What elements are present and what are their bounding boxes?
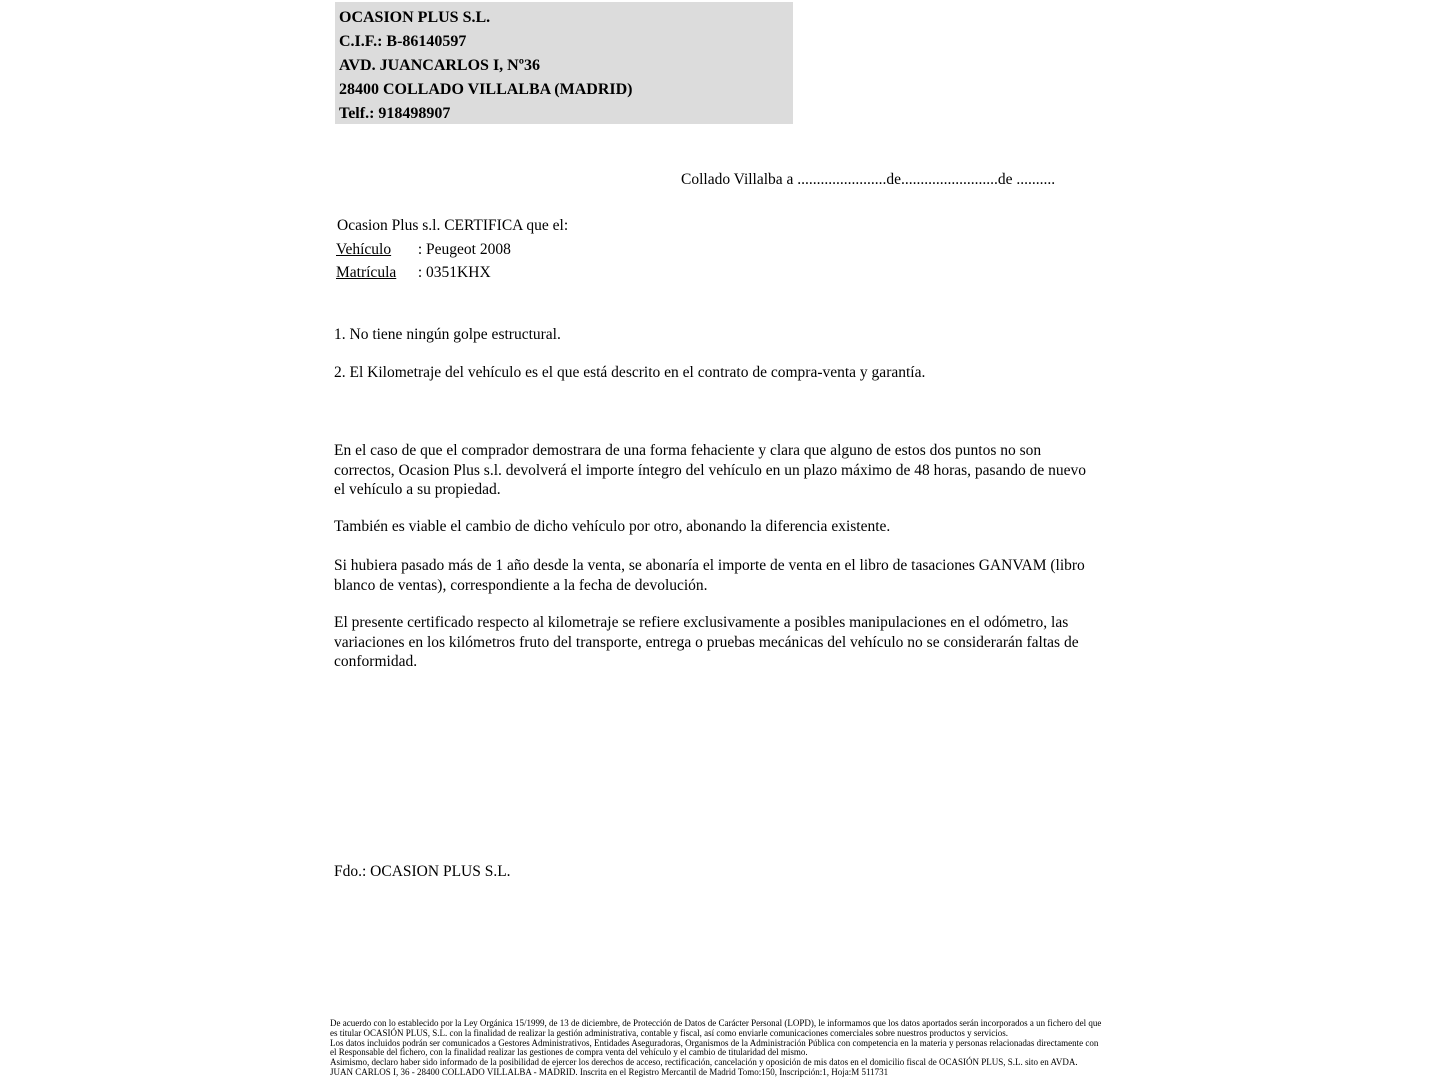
vehicle-row [336,241,511,259]
legal-footer-paragraph-2: Los datos incluidos podrán ser comunicados a Gestores Administrativos, Entidades Aseguradoras, Organismos de la Administración Pública con competencia en la materia y personas relacionadas directamente con el Responsable del fichero, con la finalidad realizar las gestiones de compra venta del vehículo y el cambio de titularidad del mismo. [330,1037,1099,1058]
certificate-point-1: 1. No tiene ningún golpe estructural. [334,326,561,343]
certificate-point-2: 2. El Kilometraje del vehículo es el que está descrito en el contrato de compra-venta y garantía. [334,364,926,381]
legal-footer-paragraph-1: De acuerdo con lo establecido por la Ley Orgánica 15/1999, de 13 de diciembre, de Protección de Datos de Carácter Personal (LOPD), le informamos que los datos aportados serán incorporados a un fichero del que es titular OCASIÓN PLUS, S.L. con la finalidad de realizar la gestión administrativa, contable y fiscal, así como enviarle comunicaciones comerciales sobre nuestros productos y servicios. [330,1018,1102,1038]
plate-row [336,264,491,282]
plate-value: : 0351KHX [414,264,491,281]
legal-footer-paragraph-3: Asimismo, declaro haber sido informado de la posibilidad de ejercer los derechos de acceso, rectificación, cancelación y oposición de mis datos en el domicilio fiscal de OCASIÓN PLUS, S.L. sito en AVDA. JUAN CARLOS I, 36 - 28400 COLLADO VILLALBA - MADRID. Inscrita en el Registro Mercantil de Madrid Tomo:150, Inscripción:1, Hoja:M 511731 [330,1057,1078,1077]
legal-footer [330,1019,1102,1078]
signature-line: Fdo.: OCASION PLUS S.L. [334,863,511,880]
paragraph-ganvam-valuation: Si hubiera pasado más de 1 año desde la venta, se abonaría el importe de venta en el libro de tasaciones GANVAM (libro blanco de ventas), correspondiente a la fecha de devolución. [334,557,1085,594]
paragraph-refund-terms: En el caso de que el comprador demostrara de una forma fehaciente y clara que alguno de estos dos puntos no son correctos, Ocasion Plus s.l. devolverá el importe íntegro del vehículo en un plazo máximo de 48 horas, pasando de nuevo el vehículo a su propiedad. [334,442,1086,498]
vehicle-label: Vehículo [336,241,392,258]
date-line: Collado Villalba a .......................de.........................de .......... [681,171,1056,188]
company-header-block [335,2,793,124]
certifies-intro: Ocasion Plus s.l. CERTIFICA que el: [337,217,569,234]
plate-label-wrap [336,264,414,282]
paragraph-odometer-disclaimer: El presente certificado respecto al kilometraje se refiere exclusivamente a posibles manipulaciones en el odómetro, las variaciones en los kilómetros fruto del transporte, entrega o pruebas mecánicas del vehículo no se considerarán faltas de conformidad. [334,614,1079,670]
company-city: 28400 COLLADO VILLALBA (MADRID) [339,81,633,98]
company-cif: C.I.F.: B-86140597 [339,33,467,50]
vehicle-value: : Peugeot 2008 [414,241,511,258]
company-name: OCASION PLUS S.L. [339,9,491,26]
company-phone: Telf.: 918498907 [339,105,451,122]
vehicle-label-wrap [336,241,414,259]
company-address: AVD. JUANCARLOS I, Nº36 [339,57,541,74]
plate-label: Matrícula [336,264,397,281]
paragraph-exchange-option: También es viable el cambio de dicho vehículo por otro, abonando la diferencia existente. [334,518,891,535]
